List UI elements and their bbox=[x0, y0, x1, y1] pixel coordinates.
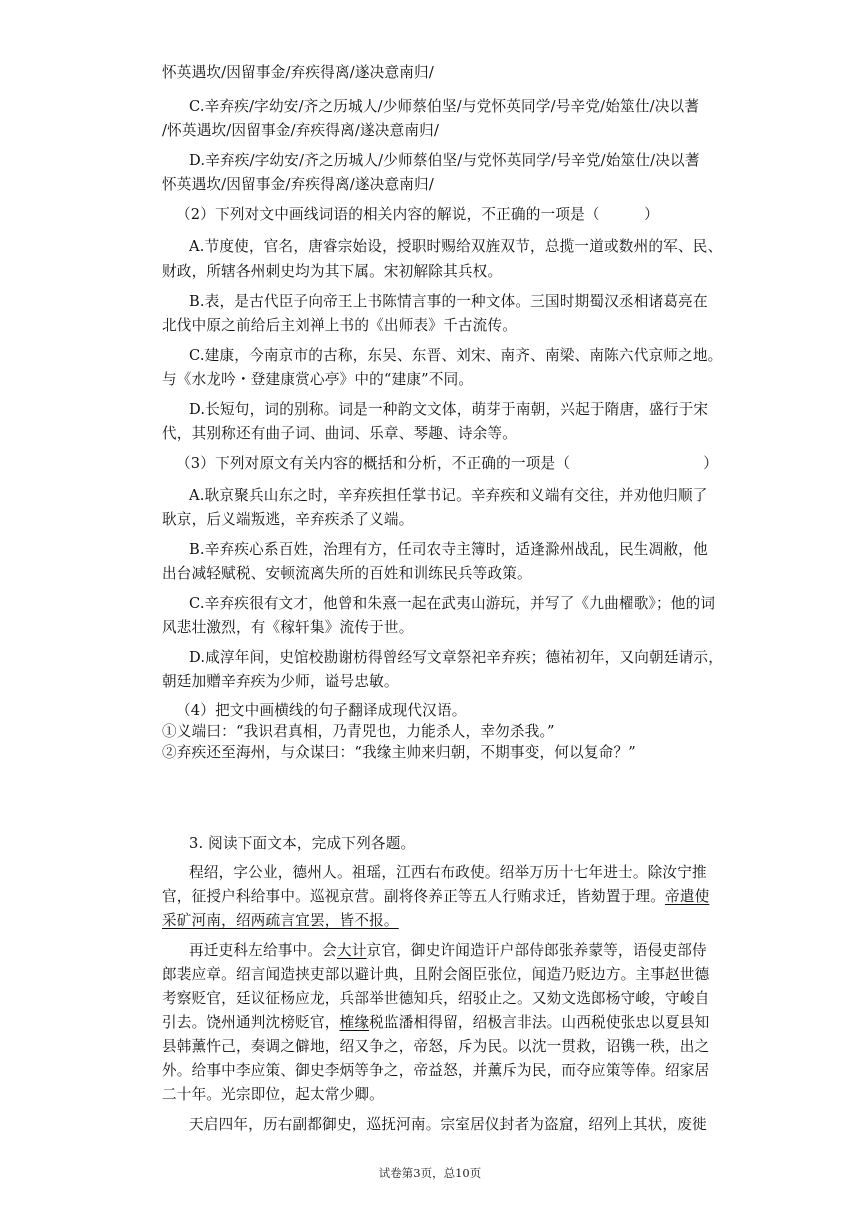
q2-option-c-line-2: 与《水龙吟・登建康赏心亭》中的“建康”不同。 bbox=[162, 371, 474, 388]
underlined-term: 榷缘 bbox=[339, 1014, 370, 1031]
question-4-stem: （4）把文中画横线的句子翻译成现代汉语。 bbox=[176, 702, 467, 719]
q2-option-a-line-2: 财政，所辖各州刺史均为其下属。宋初解除其兵权。 bbox=[162, 263, 503, 280]
passage-line: 二十年。光宗即位，起太常少卿。 bbox=[162, 1086, 384, 1103]
q2-option-b-line-2: 北伐中原之前给后主刘禅上书的《出师表》千古流传。 bbox=[162, 317, 518, 334]
passage-line: 天启四年，历右副都御史，巡抚河南。宗室居仪封者为盗窟，绍列上其状，废徙 bbox=[189, 1116, 707, 1133]
option-d-line-1: D.辛弃疾/字幼安/齐之历城人/少师蔡伯坚/与党怀英同学/号辛党/始筮仕/决以蓍 bbox=[189, 152, 700, 169]
question-3-stem: （3）下列对原文有关内容的概括和分析，不正确的一项是（ ） bbox=[176, 455, 719, 472]
q3-option-b-line-1: B.辛弃疾心系百姓，治理有方，任司农寺主簿时，适逢滁州战乱，民生凋敝，他 bbox=[189, 541, 708, 558]
passage-line: 县韩薰忤己，奏调之僻地，绍又争之，帝怒，斥为民。以沈一贯救，诏镌一秩，出之 bbox=[162, 1038, 710, 1055]
q3-option-d-line-1: D.咸淳年间，史馆校勘谢枋得曾经写文章祭祀辛弃疾；德祐初年，又向朝廷请示， bbox=[189, 649, 724, 666]
text-line: 怀英遇坎/因留事金/弃疾得离/遂决意南归/ bbox=[162, 64, 434, 81]
q2-option-a-line-1: A.节度使，官名，唐睿宗始设，授职时赐给双旌双节，总揽一道或数州的军、民、 bbox=[189, 238, 723, 255]
passage-line: 外。给事中李应策、御史李炳等争之，帝益怒，并薰斥为民，而夺应策等俸。绍家居 bbox=[162, 1062, 710, 1079]
option-c-line-2: /怀英遇坎/因留事金/弃疾得离/遂决意南归/ bbox=[162, 122, 440, 139]
passage-line: 程绍，字公业，德州人。祖瑶，江西右布政使。绍举万历十七年进士。除汝宁推 bbox=[189, 864, 707, 881]
q2-option-b-line-1: B.表，是古代臣子向帝王上书陈情言事的一种文体。三国时期蜀汉丞相诸葛亮在 bbox=[189, 293, 708, 310]
question-2-stem: （2）下列对文中画线词语的相关内容的解说，不正确的一项是（ ） bbox=[176, 206, 659, 223]
translation-sentence-1: ①义端曰：“我识君真相，乃青兕也，力能杀人，幸勿杀我。” bbox=[162, 723, 555, 740]
option-d-line-2: 怀英遇坎/因留事金/弃疾得离/遂决意南归/ bbox=[162, 176, 434, 193]
q2-option-d-line-1: D.长短句，词的别称。词是一种韵文文体，萌芽于南朝，兴起于隋唐，盛行于宋 bbox=[189, 401, 709, 418]
q3-option-c-line-2: 风悲壮激烈，有《稼轩集》流传于世。 bbox=[162, 619, 414, 636]
translation-sentence-2: ②弃疾还至海州，与众谋曰：“我缘主帅来归朝，不期事变，何以复命？” bbox=[162, 744, 636, 761]
underlined-term: 大计 bbox=[336, 942, 367, 959]
q2-option-c-line-1: C.建康，今南京市的古称，东吴、东晋、刘宋、南齐、南梁、南陈六代京师之地。 bbox=[189, 347, 723, 364]
page-footer: 试卷第3页，总10页 bbox=[378, 1166, 482, 1180]
q3-option-a-line-1: A.耿京聚兵山东之时，辛弃疾担任掌书记。辛弃疾和义端有交往，并劝他归顺了 bbox=[189, 487, 708, 504]
section-3-heading: 3. 阅读下面文本，完成下列各题。 bbox=[189, 835, 416, 852]
underlined-sentence: 采矿河南，绍两疏言宜罢，皆不报。 bbox=[162, 912, 399, 929]
q3-option-d-line-2: 朝廷加赠辛弃疾为少师，谥号忠敏。 bbox=[162, 673, 399, 690]
q2-option-d-line-2: 代，其别称还有曲子词、曲词、乐章、琴趣、诗余等。 bbox=[162, 425, 518, 442]
passage-line: 引去。饶州通判沈榜贬官，榷缘税监潘相得留，绍极言非法。山西税使张忠以夏县知 bbox=[162, 1014, 710, 1031]
q3-option-a-line-2: 耿京，后义端叛逃，辛弃疾杀了义端。 bbox=[162, 511, 414, 528]
passage-line: 郎裴应章。绍言闻造挟吏部以避计典，且附会阁臣张位，闻造乃贬边方。主事赵世德 bbox=[162, 966, 710, 983]
underlined-sentence: 帝遣使 bbox=[665, 888, 710, 905]
passage-line bbox=[162, 911, 399, 931]
passage-line: 官，征授户科给事中。巡视京营。副将佟养正等五人行贿求迁，皆劾置于理。帝遣使 bbox=[162, 888, 710, 905]
passage-line: 再迁吏科左给事中。会大计京官，御史许闻造讦户部侍郎张养蒙等，语侵吏部侍 bbox=[189, 942, 707, 959]
option-c-line-1: C.辛弃疾/字幼安/齐之历城人/少师蔡伯坚/与党怀英同学/号辛党/始筮仕/决以蓍 bbox=[189, 98, 700, 115]
q3-option-c-line-1: C.辛弃疾很有文才，他曾和朱熹一起在武夷山游玩，并写了《九曲櫂歌》；他的词 bbox=[189, 595, 716, 612]
passage-line: 考察贬官，廷议征杨应龙，兵部举世德知兵，绍驳止之。又劾文选郎杨守峻，守峻自 bbox=[162, 990, 710, 1007]
q3-option-b-line-2: 出台减轻赋税、安顿流离失所的百姓和训练民兵等政策。 bbox=[162, 565, 532, 582]
